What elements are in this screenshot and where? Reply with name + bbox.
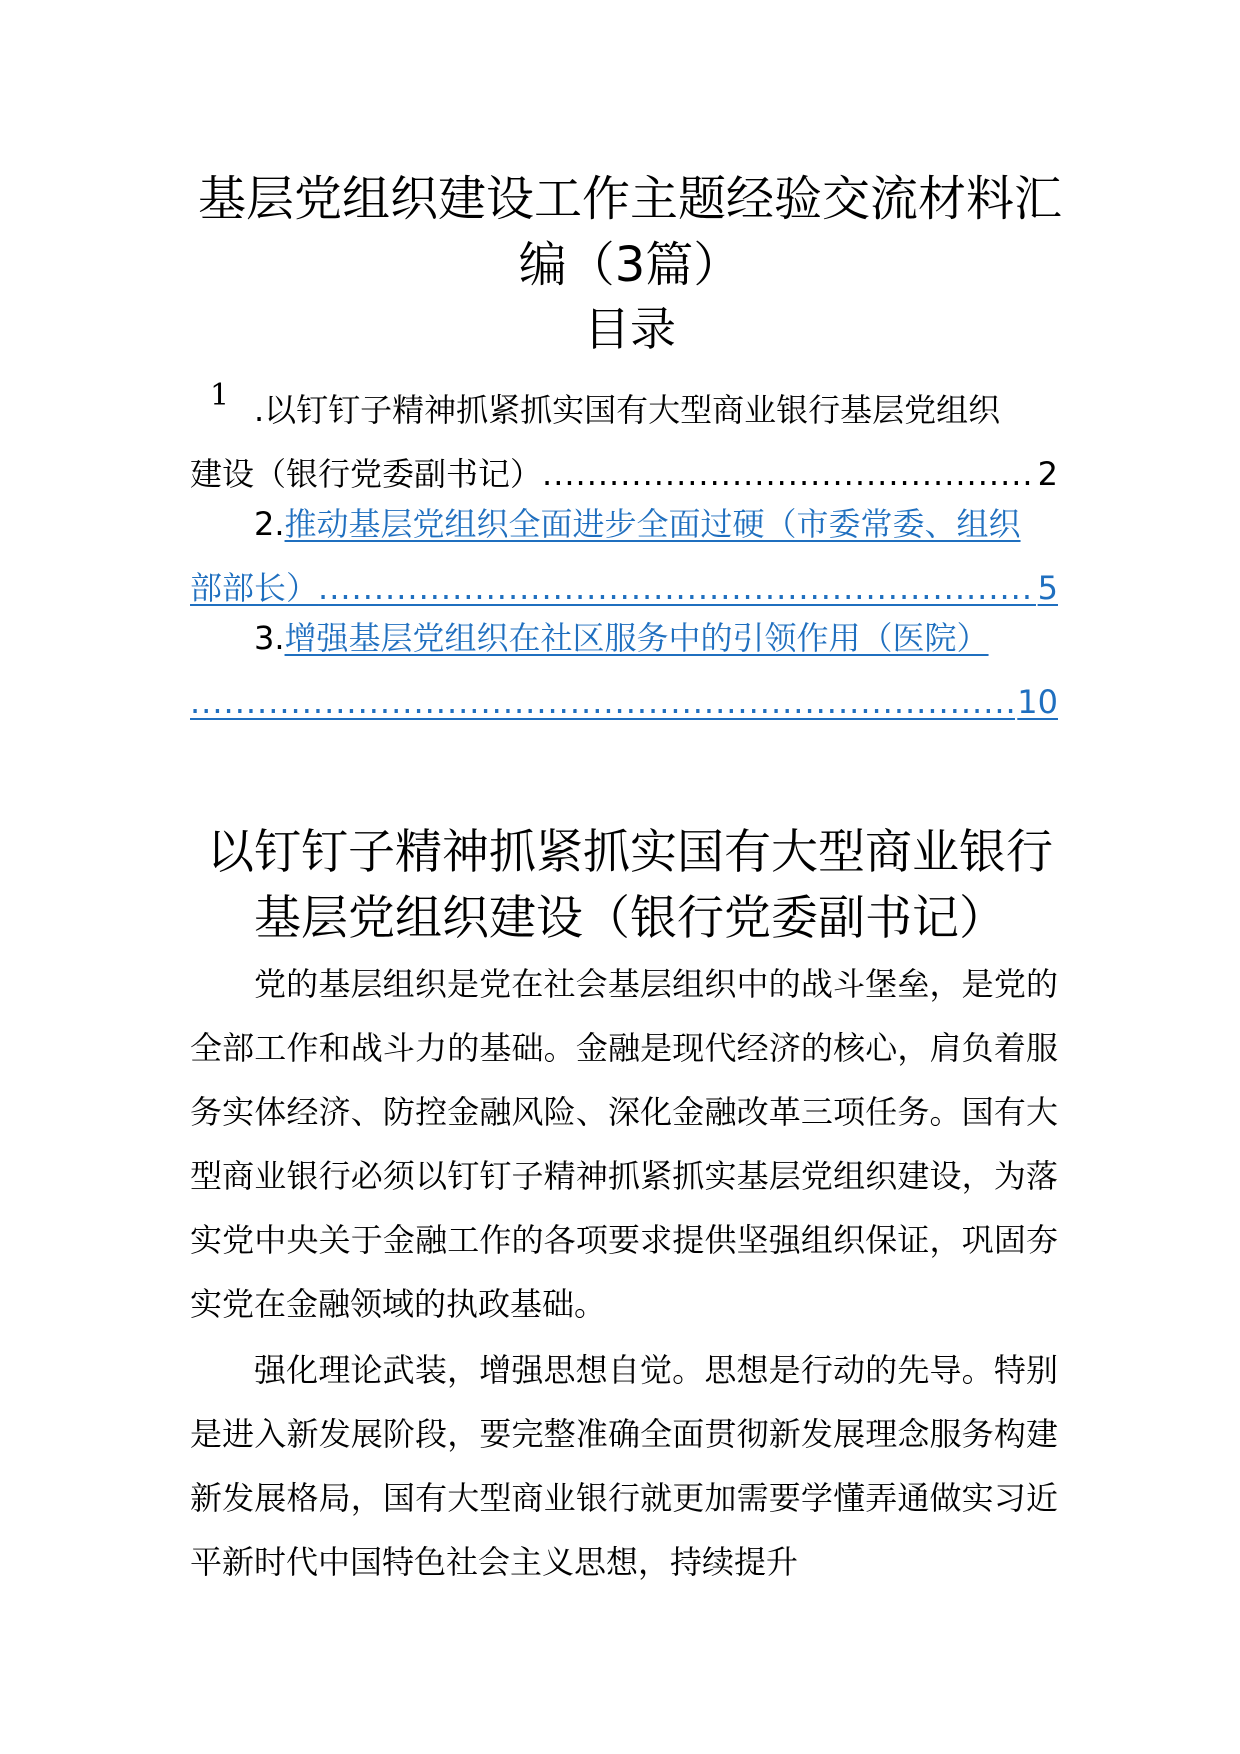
toc-entry-2-link-start[interactable]: 推动基层党组织全面进步全面过硬（市委常委、组织 [284, 505, 1021, 543]
toc-entry-1-title-end: 建设（银行党委副书记） [190, 455, 543, 493]
toc-entry-3-line2[interactable] [190, 670, 1058, 734]
article-title: 以钉钉子精神抓紧抓实国有大型商业银行基层党组织建设（银行党委副书记） [207, 825, 1053, 946]
toc-entry-3-line1 [190, 606, 1058, 670]
article-paragraph: 党的基层组织是党在社会基层组织中的战斗堡垒，是党的全部工作和战斗力的基础。金融是现代经济的核心，肩负着服务实体经济、防控金融风险、深化金融改革三项任务。国有大型商业银行必须以钉钉子精神抓紧抓实基层党组织建设，为落实党中央关于金融工作的各项要求提供坚强组织保证，巩固夯实党在金融领域的执政基础。 [190, 965, 1058, 1323]
toc-entry-1[interactable] [190, 378, 1058, 506]
toc-entry-2[interactable] [190, 492, 1058, 620]
toc-entry-2-number: 2. [254, 505, 285, 543]
article-body [190, 952, 1058, 1594]
toc-entry-3-link-start[interactable]: 增强基层党组织在社区服务中的引领作用（医院） [284, 619, 989, 657]
toc-entry-3-number: 3. [254, 619, 285, 657]
toc-entry-3-leader[interactable] [190, 670, 1015, 734]
toc-entry-1-title-start: .以钉钉子精神抓紧抓实国有大型商业银行基层党组织 [254, 391, 1001, 429]
document-title: 基层党组织建设工作主题经验交流材料汇编（3篇） [197, 171, 1062, 293]
toc-entry-1-page: 2 [1037, 455, 1058, 493]
toc-entry-2-page[interactable]: 5 [1037, 569, 1058, 607]
toc-entry-1-line1 [190, 378, 1058, 442]
toc-list-marker: 1 [210, 378, 230, 413]
toc-entry-3-page[interactable]: 10 [1017, 683, 1058, 721]
toc-entry-3[interactable] [190, 606, 1058, 734]
toc-heading: 目录 [584, 302, 676, 356]
toc-entry-2-title-end[interactable]: 部部长） [190, 569, 319, 607]
article-paragraph: 强化理论武装，增强思想自觉。思想是行动的先导。特别是进入新发展阶段，要完整准确全面贯彻新发展理念服务构建新发展格局，国有大型商业银行就更加需要学懂弄通做实习近平新时代中国特色社会主义思想，持续提升 [190, 1351, 1058, 1581]
toc-entry-2-line1 [190, 492, 1058, 556]
